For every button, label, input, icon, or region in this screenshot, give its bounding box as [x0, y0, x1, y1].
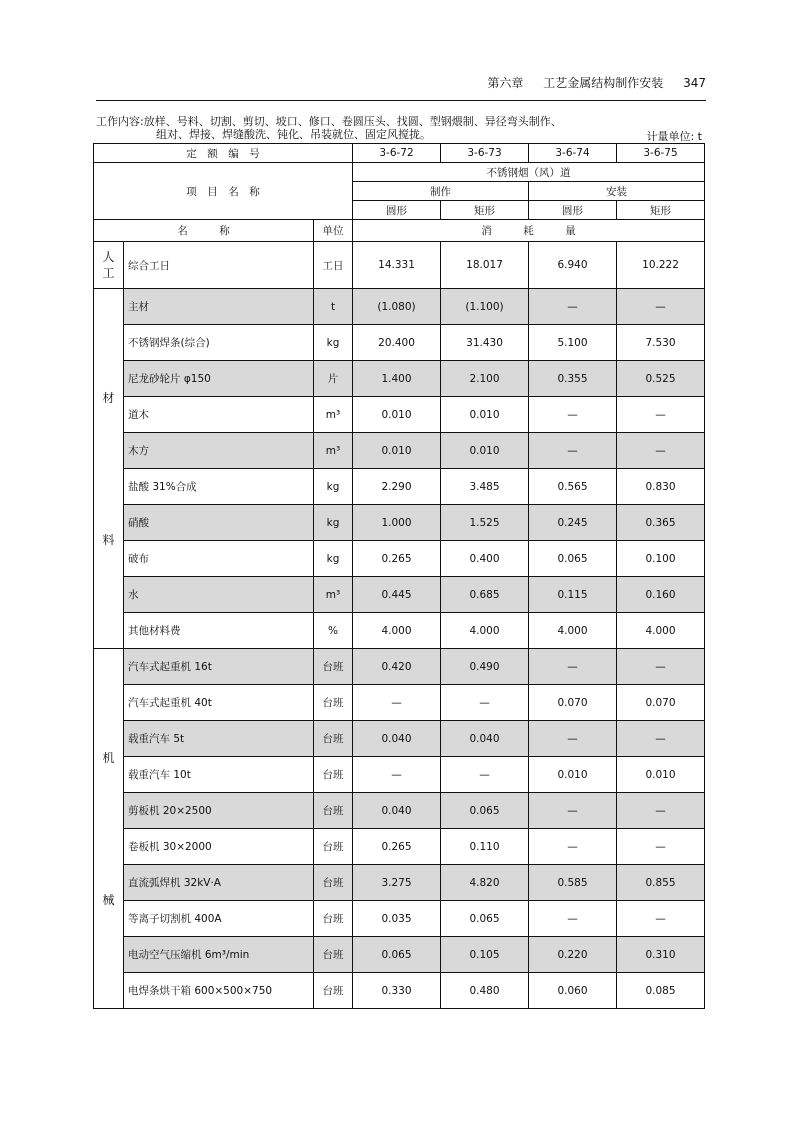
- table-row: [94, 685, 705, 721]
- item-value: 0.160: [617, 577, 705, 613]
- item-value: —: [617, 901, 705, 937]
- item-value: 0.065: [441, 901, 529, 937]
- item-name: 其他材料费: [124, 613, 314, 649]
- table-row: [94, 469, 705, 505]
- item-value: 4.000: [529, 613, 617, 649]
- item-value: 0.310: [617, 937, 705, 973]
- item-value: 0.115: [529, 577, 617, 613]
- item-value: 0.040: [353, 721, 441, 757]
- item-value: 0.400: [441, 541, 529, 577]
- item-unit: 片: [314, 361, 353, 397]
- item-value: 0.010: [529, 757, 617, 793]
- item-value: 0.685: [441, 577, 529, 613]
- item-value: 0.525: [617, 361, 705, 397]
- category-char: 料: [102, 532, 115, 547]
- item-unit: 台班: [314, 829, 353, 865]
- group-label: 不锈钢烟（风）道: [353, 163, 705, 182]
- item-value: —: [529, 433, 617, 469]
- table-row: [94, 901, 705, 937]
- item-name: 汽车式起重机 40t: [124, 685, 314, 721]
- item-value: —: [529, 721, 617, 757]
- shape-cell: 圆形: [353, 201, 441, 220]
- item-value: 0.065: [441, 793, 529, 829]
- quota-table: [93, 143, 705, 1009]
- item-value: —: [617, 289, 705, 325]
- item-value: 1.000: [353, 505, 441, 541]
- item-value: 14.331: [353, 242, 441, 289]
- item-name: 汽车式起重机 16t: [124, 649, 314, 685]
- item-unit: m³: [314, 577, 353, 613]
- item-unit: 台班: [314, 793, 353, 829]
- work-content: [96, 115, 706, 141]
- item-value: 0.070: [529, 685, 617, 721]
- unit-note: 计量单位: t: [646, 130, 702, 143]
- item-name: 载重汽车 10t: [124, 757, 314, 793]
- item-unit: m³: [314, 433, 353, 469]
- table-row: [94, 613, 705, 649]
- item-unit: 台班: [314, 865, 353, 901]
- column-header-row: [94, 220, 705, 242]
- item-unit: kg: [314, 541, 353, 577]
- item-value: 0.265: [353, 541, 441, 577]
- table-row: [94, 865, 705, 901]
- item-value: —: [353, 685, 441, 721]
- page-number: 347: [683, 76, 706, 90]
- shape-cell: 矩形: [617, 201, 705, 220]
- item-value: 1.525: [441, 505, 529, 541]
- item-value: —: [353, 757, 441, 793]
- item-name: 水: [124, 577, 314, 613]
- chapter-label: 第六章: [487, 76, 524, 90]
- category-char: 工: [102, 266, 115, 280]
- item-value: 4.000: [617, 613, 705, 649]
- category-spacer: [97, 406, 120, 532]
- item-name: 剪板机 20×2500: [124, 793, 314, 829]
- table-row: [94, 541, 705, 577]
- table-row: [94, 397, 705, 433]
- item-name: 不锈钢焊条(综合): [124, 325, 314, 361]
- col-unit-header: 单位: [314, 220, 353, 242]
- item-value: —: [441, 685, 529, 721]
- item-value: —: [617, 793, 705, 829]
- item-unit: kg: [314, 505, 353, 541]
- work-line-2: 组对、焊接、焊缝酸洗、钝化、吊装就位、固定风搅拢。: [156, 128, 431, 141]
- item-value: (1.080): [353, 289, 441, 325]
- item-value: —: [529, 829, 617, 865]
- item-value: —: [617, 649, 705, 685]
- group-row: [94, 163, 705, 182]
- table-row: [94, 829, 705, 865]
- item-value: 0.010: [441, 397, 529, 433]
- item-name: 载重汽车 5t: [124, 721, 314, 757]
- item-value: 0.855: [617, 865, 705, 901]
- item-value: —: [617, 829, 705, 865]
- item-value: 0.060: [529, 973, 617, 1009]
- table-row: [94, 793, 705, 829]
- item-unit: t: [314, 289, 353, 325]
- item-value: 0.830: [617, 469, 705, 505]
- item-value: —: [529, 901, 617, 937]
- item-value: 0.010: [353, 433, 441, 469]
- code-cell: 3-6-72: [353, 144, 441, 163]
- item-name: 电动空气压缩机 6m³/min: [124, 937, 314, 973]
- category-char: 械: [102, 892, 115, 907]
- item-name: 硝酸: [124, 505, 314, 541]
- table-row: [94, 361, 705, 397]
- category-machine: [94, 649, 124, 1009]
- item-value: 3.485: [441, 469, 529, 505]
- item-value: 0.220: [529, 937, 617, 973]
- item-value: (1.100): [441, 289, 529, 325]
- table-row: [94, 289, 705, 325]
- item-value: 0.245: [529, 505, 617, 541]
- item-value: 0.365: [617, 505, 705, 541]
- item-value: 0.100: [617, 541, 705, 577]
- item-value: 3.275: [353, 865, 441, 901]
- item-value: 0.420: [353, 649, 441, 685]
- item-label: 项 目 名 称: [94, 163, 353, 220]
- table-row: [94, 505, 705, 541]
- item-value: 0.480: [441, 973, 529, 1009]
- item-value: 0.040: [441, 721, 529, 757]
- item-value: —: [441, 757, 529, 793]
- item-unit: 台班: [314, 721, 353, 757]
- table-row: [94, 649, 705, 685]
- col-qty-header: 消 耗 量: [353, 220, 705, 242]
- work-label: 工作内容:: [96, 115, 144, 128]
- col-name-header: 名 称: [94, 220, 314, 242]
- item-value: 2.290: [353, 469, 441, 505]
- item-value: 0.070: [617, 685, 705, 721]
- item-value: 6.940: [529, 242, 617, 289]
- shape-cell: 矩形: [441, 201, 529, 220]
- item-unit: m³: [314, 397, 353, 433]
- item-value: —: [529, 289, 617, 325]
- category-char: 人: [102, 250, 115, 264]
- category-char: 材: [102, 390, 115, 405]
- item-value: 31.430: [441, 325, 529, 361]
- item-name: 综合工日: [124, 242, 314, 289]
- item-value: 0.010: [353, 397, 441, 433]
- category-material: [94, 289, 124, 649]
- table-row: [94, 577, 705, 613]
- item-name: 道木: [124, 397, 314, 433]
- item-value: —: [529, 397, 617, 433]
- item-name: 主材: [124, 289, 314, 325]
- item-name: 木方: [124, 433, 314, 469]
- item-name: 盐酸 31%合成: [124, 469, 314, 505]
- item-value: 1.400: [353, 361, 441, 397]
- item-value: 0.065: [529, 541, 617, 577]
- item-value: 0.585: [529, 865, 617, 901]
- category-labor: [94, 242, 124, 289]
- item-value: 0.265: [353, 829, 441, 865]
- item-value: 0.010: [617, 757, 705, 793]
- item-unit: kg: [314, 469, 353, 505]
- item-unit: 台班: [314, 937, 353, 973]
- shape-cell: 圆形: [529, 201, 617, 220]
- item-value: 10.222: [617, 242, 705, 289]
- item-value: 0.490: [441, 649, 529, 685]
- work-line-1: 放样、号料、切割、剪切、坡口、修口、卷圆压头、找圆、型钢煨制、异径弯头制作、: [143, 115, 562, 128]
- item-value: 0.565: [529, 469, 617, 505]
- item-value: 0.065: [353, 937, 441, 973]
- table-row: [94, 973, 705, 1009]
- item-unit: %: [314, 613, 353, 649]
- item-unit: 工日: [314, 242, 353, 289]
- code-row: [94, 144, 705, 163]
- item-name: 等离子切割机 400A: [124, 901, 314, 937]
- item-value: 0.105: [441, 937, 529, 973]
- item-name: 破布: [124, 541, 314, 577]
- code-cell: 3-6-75: [617, 144, 705, 163]
- item-unit: kg: [314, 325, 353, 361]
- item-unit: 台班: [314, 973, 353, 1009]
- item-name: 直流弧焊机 32kV·A: [124, 865, 314, 901]
- item-value: 18.017: [441, 242, 529, 289]
- table-row: [94, 325, 705, 361]
- item-value: 0.330: [353, 973, 441, 1009]
- item-value: 5.100: [529, 325, 617, 361]
- chapter-title: 工艺金属结构制作安装: [543, 76, 664, 90]
- item-value: 0.445: [353, 577, 441, 613]
- table-row: [94, 433, 705, 469]
- item-value: 0.035: [353, 901, 441, 937]
- item-value: 4.000: [353, 613, 441, 649]
- item-name: 卷板机 30×2000: [124, 829, 314, 865]
- item-unit: 台班: [314, 649, 353, 685]
- subgroup-install: 安装: [529, 182, 705, 201]
- code-label: 定 额 编 号: [94, 144, 353, 163]
- item-value: —: [529, 649, 617, 685]
- item-value: 20.400: [353, 325, 441, 361]
- item-unit: 台班: [314, 685, 353, 721]
- category-char: 机: [102, 750, 115, 765]
- item-value: —: [529, 793, 617, 829]
- item-value: 2.100: [441, 361, 529, 397]
- table-row: [94, 721, 705, 757]
- item-name: 电焊条烘干箱 600×500×750: [124, 973, 314, 1009]
- item-value: —: [617, 433, 705, 469]
- category-spacer: [97, 766, 120, 892]
- item-value: —: [617, 397, 705, 433]
- item-unit: 台班: [314, 757, 353, 793]
- table-row: [94, 757, 705, 793]
- item-value: 4.000: [441, 613, 529, 649]
- code-cell: 3-6-73: [441, 144, 529, 163]
- subgroup-make: 制作: [353, 182, 529, 201]
- code-cell: 3-6-74: [529, 144, 617, 163]
- table-row: [94, 937, 705, 973]
- item-name: 尼龙砂轮片 φ150: [124, 361, 314, 397]
- item-unit: 台班: [314, 901, 353, 937]
- item-value: 0.040: [353, 793, 441, 829]
- item-value: 0.110: [441, 829, 529, 865]
- page-header: [96, 74, 706, 96]
- table-row: [94, 242, 705, 289]
- item-value: 0.085: [617, 973, 705, 1009]
- item-value: 0.355: [529, 361, 617, 397]
- header-rule: [96, 100, 706, 101]
- item-value: 7.530: [617, 325, 705, 361]
- item-value: 4.820: [441, 865, 529, 901]
- item-value: —: [617, 721, 705, 757]
- item-value: 0.010: [441, 433, 529, 469]
